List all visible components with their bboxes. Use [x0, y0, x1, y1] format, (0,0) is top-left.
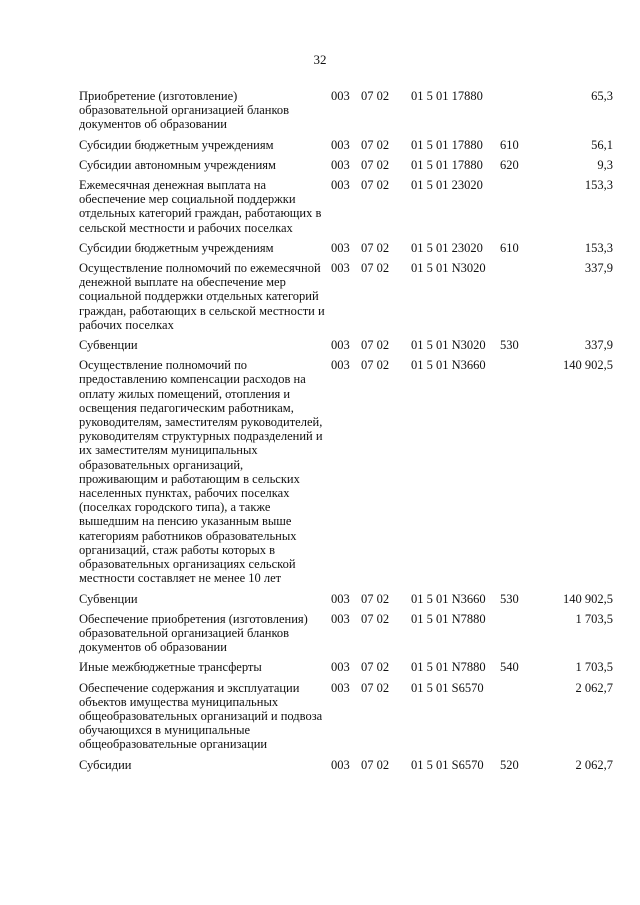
- row-target-code: 01 5 01 N7880: [411, 660, 486, 675]
- row-target-code: 01 5 01 N3020: [411, 261, 486, 276]
- row-name: Субсидии бюджетным учреждениям: [79, 240, 274, 255]
- row-name: Субсидии: [79, 757, 132, 772]
- row-amount: 2 062,7: [575, 757, 613, 772]
- row-name: Осуществление полномочий по предоставлению компенсации расходов на оплату жилых помещений, отопления и освещения педагогическим работникам, руководителям, заместителям руководителей, руководителям структурных подразделений и их заместителям муниципальных образовательных организаций, проживающим и работающим в сельских населенных пунктах, рабочих поселках (поселках городского типа), а также вышедшим на пенсию указанным выше категориям работников образовательных организаций, стаж работы которых в образовательных организациях сельской местности составляет не менее 10 лет: [79, 358, 323, 586]
- row-target-code: 01 5 01 17880: [411, 137, 483, 152]
- table-row: [0, 612, 640, 655]
- row-admin-code: 003: [331, 240, 350, 255]
- row-admin-code: 003: [331, 89, 350, 103]
- row-name: Приобретение (изготовление) образовательной организацией бланков документов об образовании: [79, 89, 290, 132]
- row-amount: 9,3: [597, 157, 613, 172]
- row-name: Осуществление полномочий по ежемесячной денежной выплате на обеспечение мер социальной поддержки отдельных категорий граждан, работающих в сельской местности и рабочих поселках: [79, 261, 325, 332]
- table-row: [0, 660, 640, 674]
- row-target-code: 01 5 01 N3660: [411, 358, 486, 373]
- row-admin-code: 003: [331, 611, 350, 626]
- row-expense-type: 540: [500, 660, 519, 675]
- row-admin-code: 003: [331, 757, 350, 772]
- row-section-code: 07 02: [361, 178, 390, 193]
- row-name: Субвенции: [79, 338, 138, 353]
- row-name: Обеспечение приобретения (изготовления) образовательной организацией бланков документов об образовании: [79, 611, 308, 655]
- row-section-code: 07 02: [361, 358, 390, 373]
- row-name: Обеспечение содержания и эксплуатации объектов имущества муниципальных общеобразовательных организаций и подвоза обучающихся в муниципальные общеобразовательные организации: [79, 680, 323, 752]
- row-section-code: 07 02: [361, 591, 390, 606]
- row-target-code: 01 5 01 17880: [411, 89, 483, 103]
- row-admin-code: 003: [331, 261, 350, 276]
- row-section-code: 07 02: [361, 660, 390, 675]
- table-row: [0, 158, 640, 172]
- row-name: Ежемесячная денежная выплата на обеспечение мер социальной поддержки отдельных категорий граждан, работающих в сельской местности и рабочих поселках: [79, 178, 322, 235]
- row-expense-type: 530: [500, 338, 519, 353]
- row-section-code: 07 02: [361, 261, 390, 276]
- row-amount: 140 902,5: [563, 591, 613, 606]
- row-target-code: 01 5 01 N3020: [411, 338, 486, 353]
- row-name: Субсидии бюджетным учреждениям: [79, 137, 274, 152]
- row-admin-code: 003: [331, 137, 350, 152]
- page-number: 32: [313, 52, 327, 67]
- row-section-code: 07 02: [361, 757, 390, 772]
- row-section-code: 07 02: [361, 680, 390, 695]
- row-amount: 140 902,5: [563, 358, 613, 373]
- table-row: [0, 592, 640, 606]
- row-admin-code: 003: [331, 178, 350, 193]
- table-row: [0, 138, 640, 152]
- row-section-code: 07 02: [361, 157, 390, 172]
- table-row: [0, 178, 640, 235]
- row-amount: 337,9: [584, 261, 613, 276]
- table-row: [0, 681, 640, 752]
- row-target-code: 01 5 01 N3660: [411, 591, 486, 606]
- row-amount: 1 703,5: [575, 611, 613, 626]
- row-section-code: 07 02: [361, 611, 390, 626]
- row-amount: 2 062,7: [575, 680, 613, 695]
- row-name: Субсидии автономным учреждениям: [79, 157, 276, 172]
- row-section-code: 07 02: [361, 137, 390, 152]
- row-amount: 153,3: [584, 178, 613, 193]
- row-expense-type: 610: [500, 240, 519, 255]
- row-expense-type: 530: [500, 591, 519, 606]
- row-amount: 65,3: [591, 89, 613, 103]
- row-admin-code: 003: [331, 338, 350, 353]
- row-target-code: 01 5 01 N7880: [411, 611, 486, 626]
- table-row: [0, 89, 640, 132]
- row-amount: 56,1: [591, 137, 613, 152]
- row-target-code: 01 5 01 S6570: [411, 757, 484, 772]
- row-admin-code: 003: [331, 680, 350, 695]
- row-section-code: 07 02: [361, 89, 390, 103]
- row-target-code: 01 5 01 S6570: [411, 680, 484, 695]
- table-row: [0, 241, 640, 255]
- row-expense-type: 620: [500, 157, 519, 172]
- row-name: Иные межбюджетные трансферты: [79, 660, 262, 675]
- row-expense-type: 520: [500, 757, 519, 772]
- row-target-code: 01 5 01 17880: [411, 157, 483, 172]
- row-admin-code: 003: [331, 591, 350, 606]
- table-row: [0, 758, 640, 772]
- table-row: [0, 338, 640, 352]
- row-admin-code: 003: [331, 157, 350, 172]
- row-section-code: 07 02: [361, 338, 390, 353]
- row-name: Субвенции: [79, 591, 138, 606]
- budget-table: [0, 89, 640, 772]
- row-expense-type: 610: [500, 137, 519, 152]
- table-row: [0, 358, 640, 585]
- row-target-code: 01 5 01 23020: [411, 240, 483, 255]
- row-amount: 1 703,5: [575, 660, 613, 675]
- row-section-code: 07 02: [361, 240, 390, 255]
- row-amount: 337,9: [584, 338, 613, 353]
- table-row: [0, 261, 640, 332]
- row-admin-code: 003: [331, 660, 350, 675]
- row-admin-code: 003: [331, 358, 350, 373]
- row-amount: 153,3: [584, 240, 613, 255]
- row-target-code: 01 5 01 23020: [411, 178, 483, 193]
